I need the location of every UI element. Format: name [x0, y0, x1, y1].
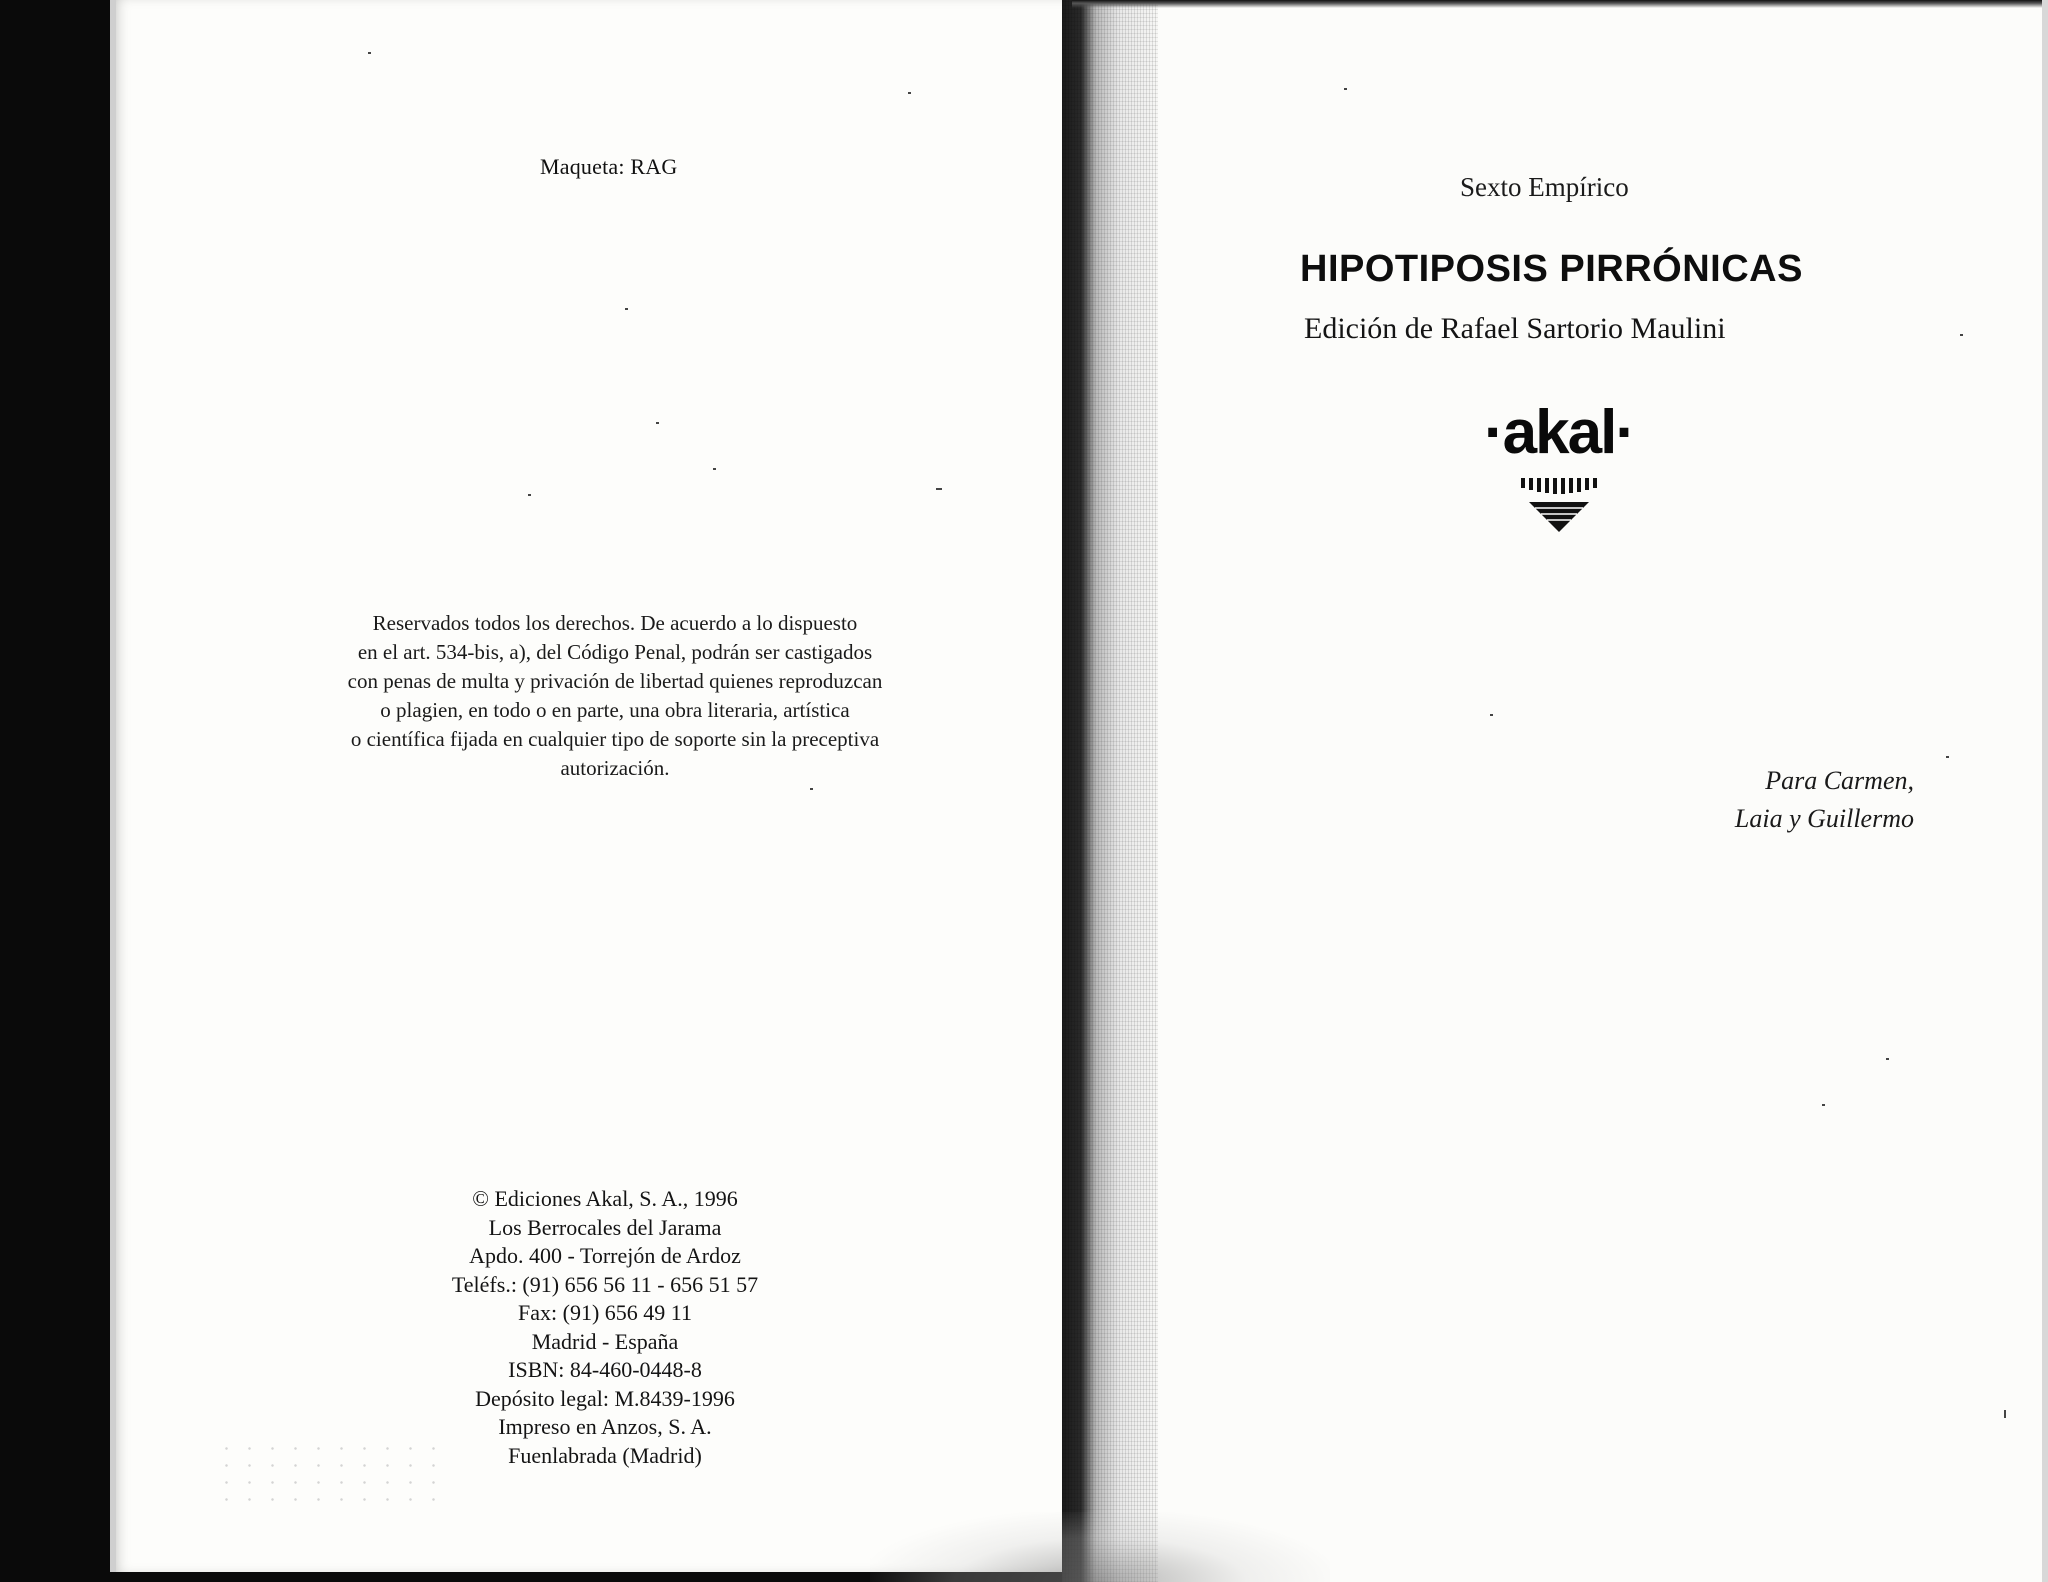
dedication-line: Para Carmen, [1765, 766, 1914, 795]
rights-line: con penas de multa y privación de libertad quienes reproduzcan [347, 669, 883, 693]
book-gutter [1062, 0, 1158, 1582]
scan-speck [810, 788, 813, 790]
publisher-logo [1484, 398, 1634, 538]
scan-speck [528, 494, 531, 496]
rights-notice [265, 609, 965, 783]
scan-speck [1490, 714, 1493, 716]
dedication [1600, 762, 1914, 838]
colophon-line: ISBN: 84-460-0448-8 [508, 1357, 702, 1382]
author-name: Sexto Empírico [1460, 172, 1629, 202]
right-edge [2042, 0, 2048, 1582]
rights-line: autorización. [560, 756, 670, 780]
top-edge-shadow [1072, 0, 2048, 8]
editor-credit: Edición de Rafael Sartorio Maulini [1304, 312, 1726, 345]
akal-shield-logo-icon [1519, 476, 1599, 536]
colophon-line: Impreso en Anzos, S. A. [498, 1414, 712, 1439]
scan-speck [713, 468, 716, 470]
colophon-line: Fax: (91) 656 49 11 [518, 1300, 692, 1325]
dedication-line: Laia y Guillermo [1734, 804, 1914, 833]
scan-speck [656, 422, 659, 424]
rights-line: en el art. 534-bis, a), del Código Penal, podrán ser castigados [357, 640, 873, 664]
scan-speck [2004, 1410, 2006, 1418]
scan-speck [1886, 1058, 1889, 1060]
colophon-line: © Ediciones Akal, S. A., 1996 [472, 1186, 738, 1211]
scan-speck [368, 52, 371, 54]
colophon-line: Teléfs.: (91) 656 56 11 - 656 51 57 [451, 1271, 759, 1297]
scan-speck [908, 92, 911, 94]
gutter-scan-smudge [870, 1512, 1330, 1582]
colophon-line: Apdo. 400 - Torrejón de Ardoz [469, 1243, 741, 1268]
rights-line: Reservados todos los derechos. De acuerdo a lo dispuesto [372, 611, 858, 635]
scan-speck [936, 488, 942, 490]
colophon-line: Madrid - España [531, 1328, 679, 1354]
scan-speck [1822, 1104, 1825, 1106]
scan-speck [1946, 756, 1949, 758]
book-title: HIPOTIPOSIS PIRRÓNICAS [1300, 248, 1803, 290]
scan-speck [1960, 334, 1963, 336]
scan-speck [1344, 88, 1347, 90]
rights-line: o plagien, en todo o en parte, una obra literaria, artística [380, 698, 850, 722]
scan-noise [215, 1440, 445, 1510]
rights-line: o científica fijada en cualquier tipo de soporte sin la preceptiva [350, 727, 880, 751]
colophon-line: Depósito legal: M.8439-1996 [475, 1385, 735, 1411]
colophon [395, 1185, 815, 1470]
colophon-line: Fuenlabrada (Madrid) [508, 1442, 702, 1468]
colophon-line: Los Berrocales del Jarama [488, 1214, 722, 1240]
scan-speck [625, 308, 628, 310]
maqueta-credit: Maqueta: RAG [540, 154, 678, 179]
publisher-logo-text: ·akal· [1484, 398, 1634, 467]
